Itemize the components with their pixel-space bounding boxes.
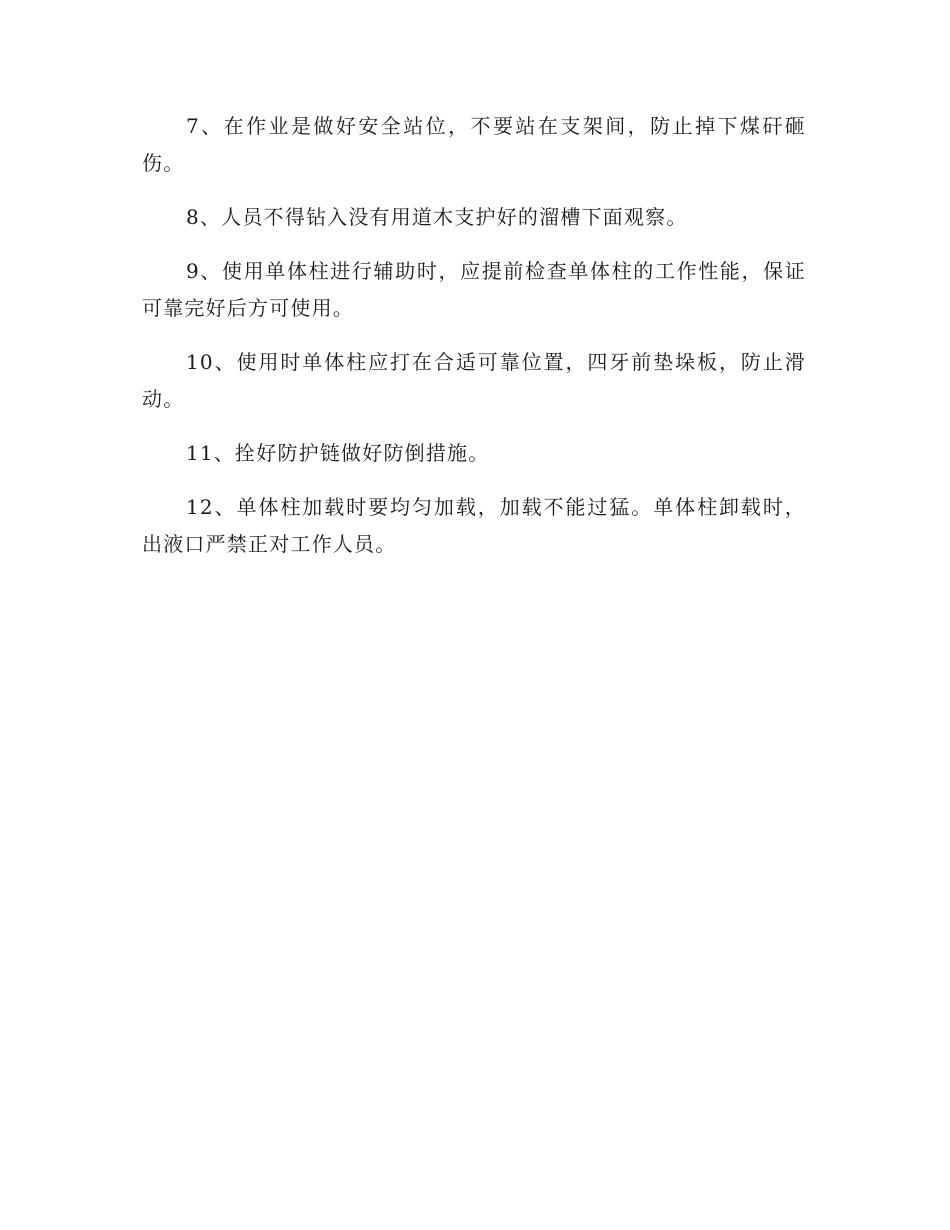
paragraph-item-12: 12、单体柱加载时要均匀加载，加载不能过猛。单体柱卸载时，出液口严禁正对工作人员。 bbox=[142, 495, 806, 556]
paragraph-item-10: 10、使用时单体柱应打在合适可靠位置，四牙前垫垛板，防止滑动。 bbox=[142, 350, 806, 411]
paragraph-item-7: 7、在作业是做好安全站位，不要站在支架间，防止掉下煤矸砸伤。 bbox=[142, 114, 806, 175]
paragraph-item-8: 8、人员不得钻入没有用道木支护好的溜槽下面观察。 bbox=[186, 205, 688, 229]
document-body bbox=[142, 108, 806, 580]
paragraph-item-11: 11、拴好防护链做好防倒措施。 bbox=[186, 441, 490, 465]
paragraph-item-9: 9、使用单体柱进行辅助时，应提前检查单体柱的工作性能，保证可靠完好后方可使用。 bbox=[142, 259, 806, 320]
